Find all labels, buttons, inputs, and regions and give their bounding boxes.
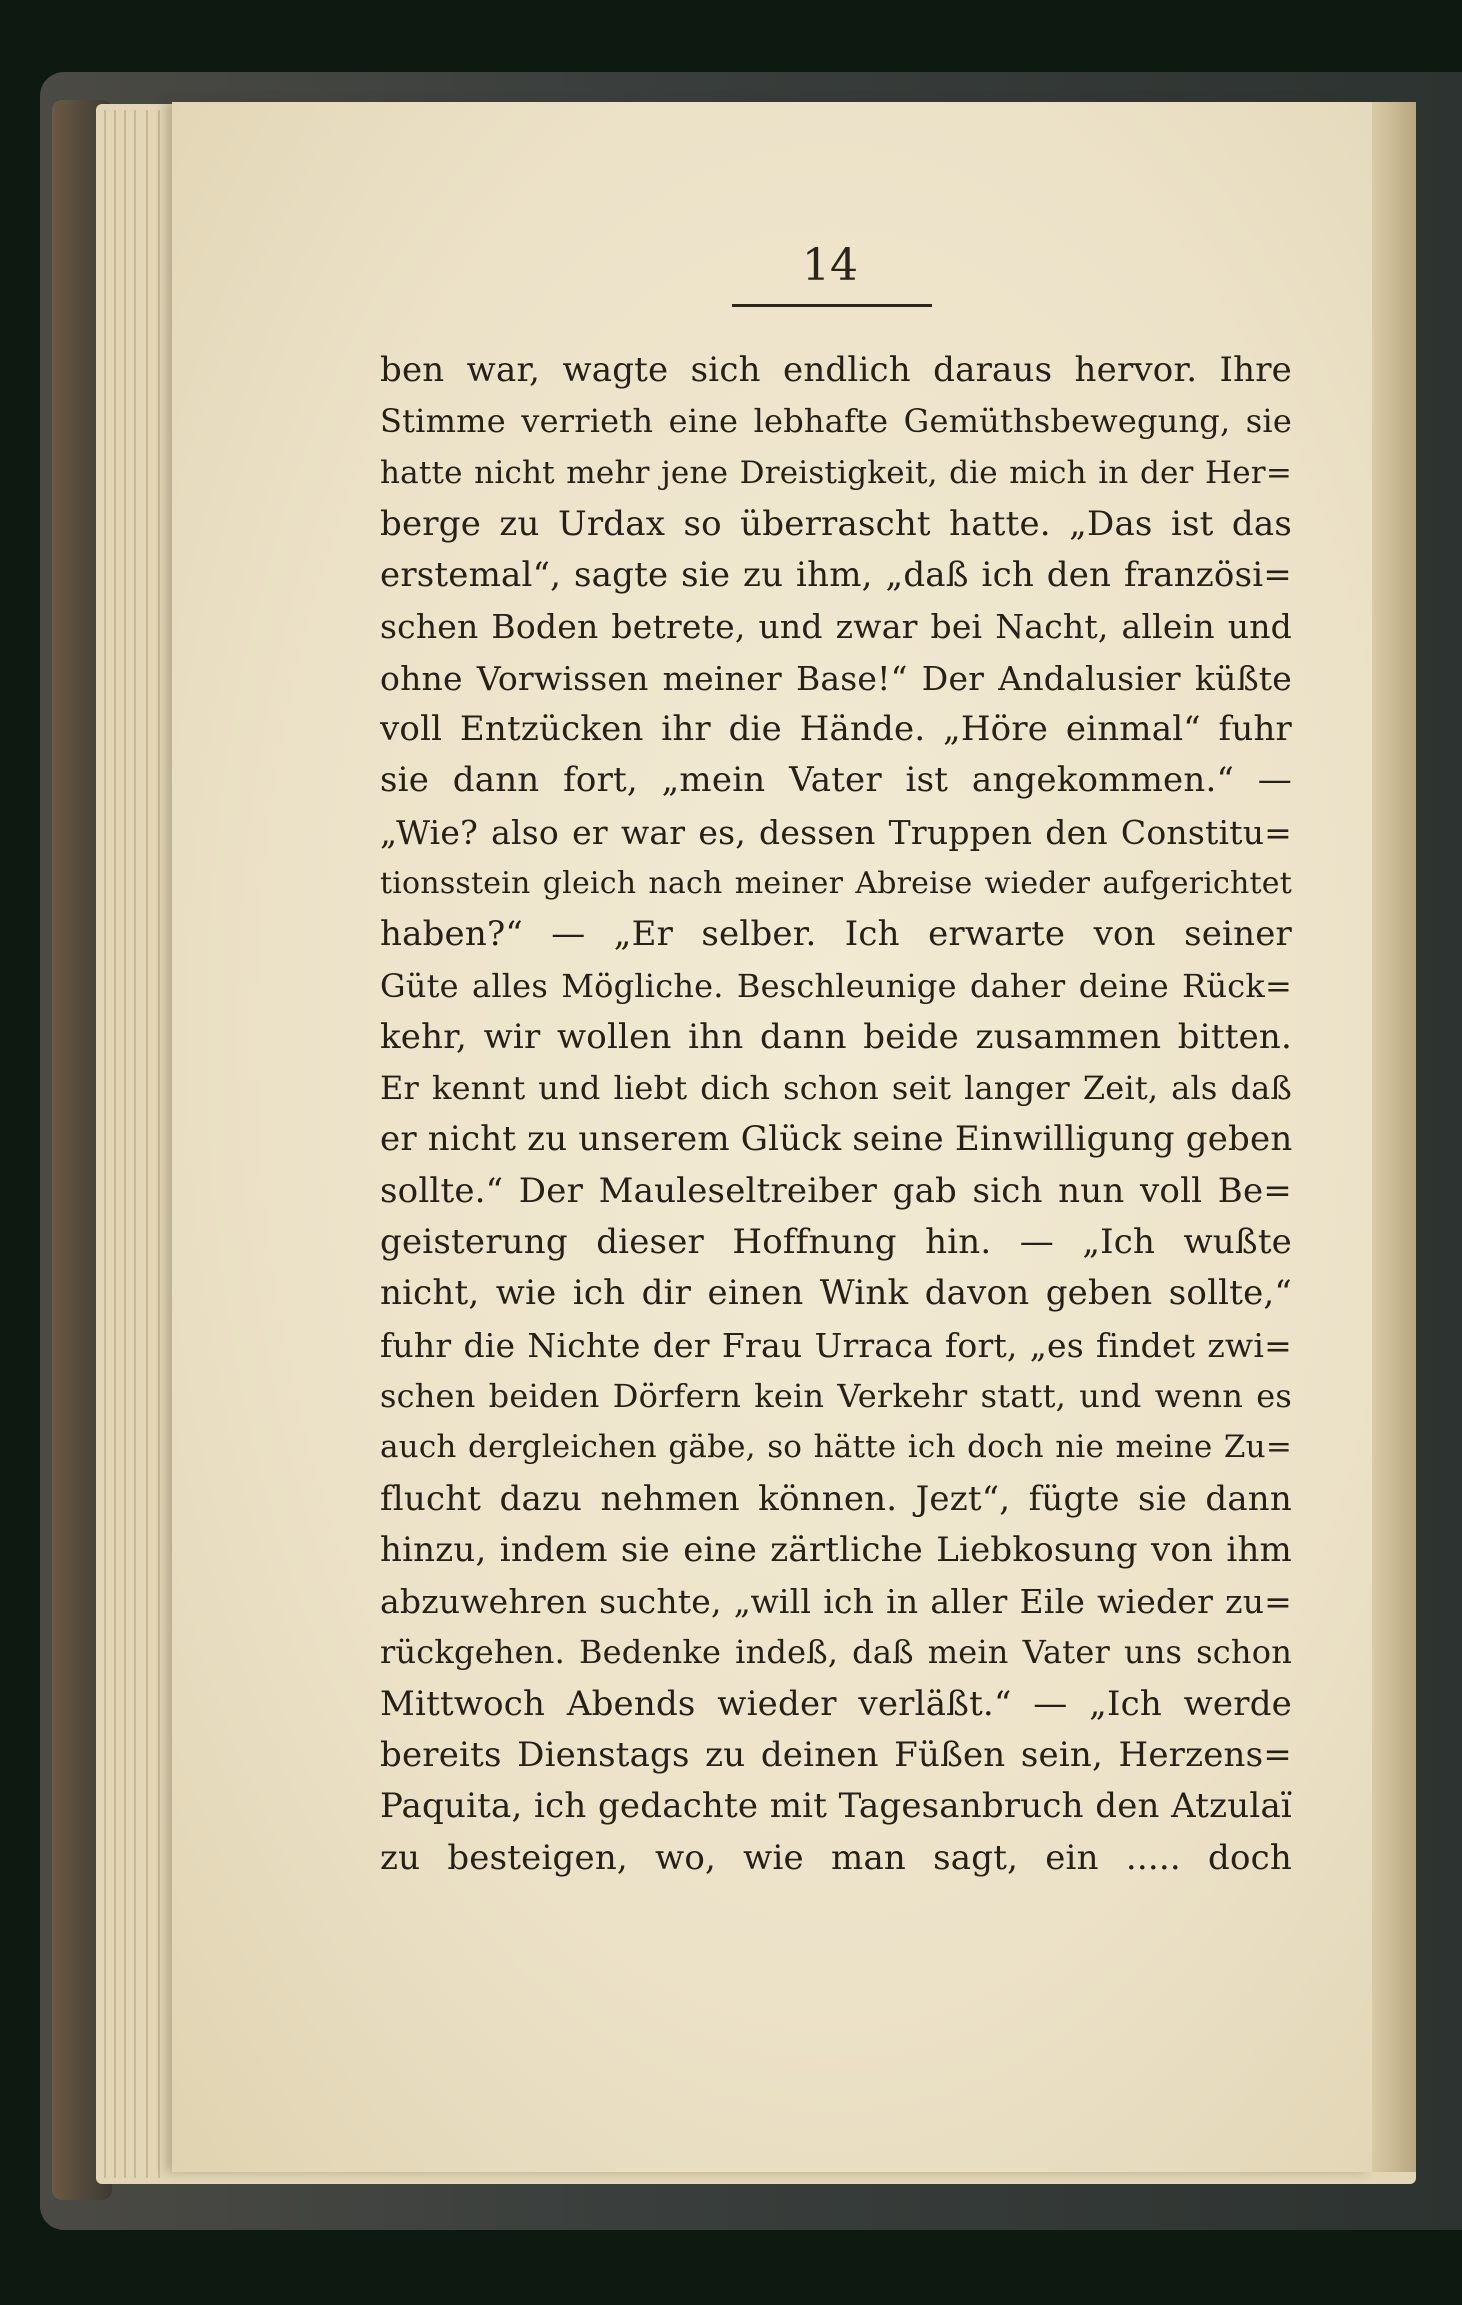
text-line: haben?“ — „Er selber. Ich erwarte von seiner — [380, 914, 1292, 955]
text-line: tionsstein gleich nach meiner Abreise wieder aufgerichtet — [380, 865, 1292, 901]
text-line: hatte nicht mehr jene Dreistigkeit, die mich in der Her= — [380, 454, 1292, 491]
text-line: „Wie? also er war es, dessen Truppen den Constitu= — [380, 812, 1292, 852]
text-line: Er kennt und liebt dich schon seit langer Zeit, als daß — [380, 1069, 1292, 1108]
text-line: Güte alles Mögliche. Beschleunige daher deine Rück= — [380, 966, 1292, 1005]
text-line: zu besteigen, wo, wie man sagt, ein ..... doch — [380, 1837, 1292, 1878]
text-line: berge zu Urdax so überrascht hatte. „Das ist das — [380, 503, 1292, 544]
text-line: erstemal“, sagte sie zu ihm, „daß ich den französi= — [380, 555, 1292, 596]
page-gutter — [1372, 102, 1416, 2172]
text-line: ohne Vorwissen meiner Base!“ Der Andalusier küßte — [380, 658, 1292, 698]
text-line: abzuwehren suchte, „will ich in aller Eile wieder zu= — [380, 1582, 1292, 1622]
text-line: rückgehen. Bedenke indeß, daß mein Vater uns schon — [380, 1633, 1292, 1672]
page-number: 14 — [802, 240, 858, 291]
text-line: ben war, wagte sich endlich daraus hervor. Ihre — [380, 350, 1292, 390]
text-line: schen beiden Dörfern kein Verkehr statt, und wenn es — [380, 1376, 1292, 1415]
text-line: hinzu, indem sie eine zärtliche Liebkosung von ihm — [380, 1529, 1292, 1570]
text-line: geisterung dieser Hoffnung hin. — „Ich wußte — [380, 1222, 1292, 1263]
text-line: Stimme verrieth eine lebhafte Gemüthsbewegung, sie — [380, 402, 1292, 441]
text-line: Mittwoch Abends wieder verläßt.“ — „Ich werde — [380, 1683, 1292, 1724]
text-line: kehr, wir wollen ihn dann beide zusammen bitten. — [380, 1016, 1292, 1057]
text-line: sollte.“ Der Mauleseltreiber gab sich nun voll Be= — [380, 1170, 1292, 1211]
text-line: Paquita, ich gedachte mit Tagesanbruch den Atzulaï — [380, 1786, 1292, 1827]
text-line: schen Boden betrete, und zwar bei Nacht, allein und — [380, 607, 1292, 647]
text-line: bereits Dienstags zu deinen Füßen sein, Herzens= — [380, 1735, 1292, 1776]
text-line: auch dergleichen gäbe, so hätte ich doch nie meine Zu= — [380, 1429, 1292, 1466]
header-rule — [732, 304, 932, 307]
text-line: voll Entzücken ihr die Hände. „Höre einmal“ fuhr — [380, 709, 1292, 750]
text-line: nicht, wie ich dir einen Wink davon geben sollte,“ — [380, 1273, 1292, 1314]
text-line: fuhr die Nichte der Frau Urraca fort, „es findet zwi= — [380, 1325, 1292, 1365]
text-line: sie dann fort, „mein Vater ist angekommen.“ — — [380, 760, 1292, 801]
text-line: er nicht zu unserem Glück seine Einwilligung geben — [380, 1119, 1292, 1160]
text-line: flucht dazu nehmen können. Jezt“, fügte sie dann — [380, 1478, 1292, 1519]
body-text — [380, 345, 1292, 1884]
